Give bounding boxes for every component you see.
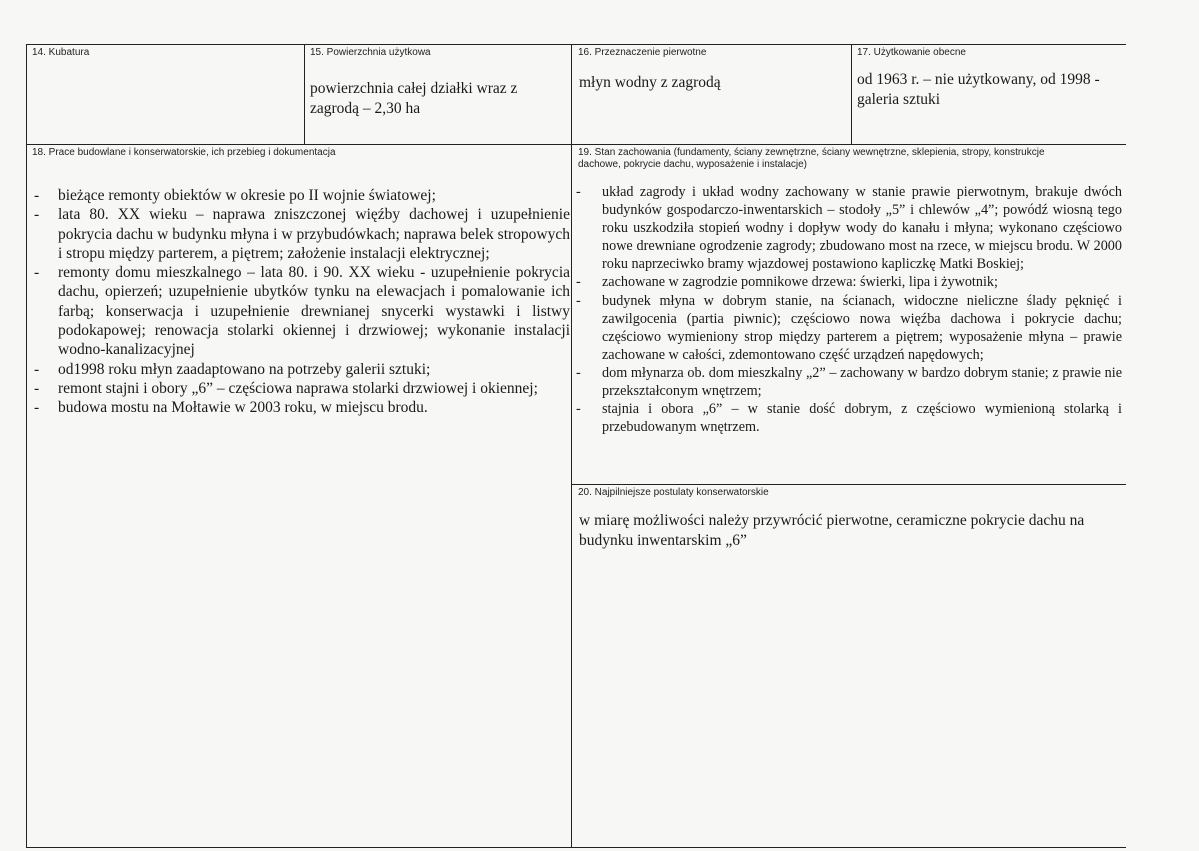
list-item: - bieżące remonty obiektów w okresie po II wojnie światowej; <box>32 186 570 205</box>
kubatura-label: 14. Kubatura <box>32 47 90 58</box>
list-item: - zachowane w zagrodzie pomnikowe drzewa: świerki, lipa i żywotnik; <box>574 273 1122 291</box>
list-item: - stajnia i obora „6” – w stanie dość dobrym, z częściowo wymienioną stolarką i przebudowanym wnętrzem. <box>574 400 1122 436</box>
rule-col-17 <box>851 44 852 145</box>
list-item: - remonty domu mieszkalnego – lata 80. i 90. XX wieku - uzupełnienie pokrycia dachu, opierzeń; uzupełnienie ubytków tynku na elewacjach i pomalowanie ich farbą; konserwacja i uzupełnienie drewnianej snycerki wystawki i listwy podokapowej; renowacja stolarki okiennej i drzwiowej; wykonanie instalacji wodno-kanalizacyjnej <box>32 263 570 359</box>
rule-sec19-bottom <box>571 484 1126 485</box>
rule-center <box>571 44 572 848</box>
postulaty-label: 20. Najpilniejsze postulaty konserwatorskie <box>578 487 769 498</box>
rule-left <box>26 44 27 848</box>
prace-budowlane-list <box>32 186 570 418</box>
list-item: - budowa mostu na Mołtawie w 2003 roku, w miejscu brodu. <box>32 398 570 417</box>
list-item: - układ zagrody i układ wodny zachowany w stanie prawie pierwotnym, brakuje dwóch budynków gospodarczo-inwentarskich – stodoły „5” i chlewów „4”; powódź wiosną tego roku uszkodziła stopień wodny i dopływ wody do kanału i młyna; wykonano częściowo nowe drewniane ogrodzenie zagrody; zbudowano most na rzece, w miejscu brodu. W 2000 roku naprzeciwko bramy wjazdowej postawiono kapliczkę Matki Boskiej; <box>574 183 1122 273</box>
postulaty-value: w miarę możliwości należy przywrócić pierwotne, ceramiczne pokrycie dachu na budynku inwentarskim „6” <box>579 512 1085 549</box>
przeznaczenie-value: młyn wodny z zagrodą <box>579 74 721 91</box>
powierzchnia-value: powierzchnia całej działki wraz z zagrodą – 2,30 ha <box>310 80 518 117</box>
list-item: - lata 80. XX wieku – naprawa zniszczonej więźby dachowej i uzupełnienie pokrycia dachu w budynku młyna i w przybudówkach; naprawa belek stropowych i stropu między parterem, a piętrem; założenie instalacji elektrycznej; <box>32 205 570 263</box>
rule-row1-bottom <box>26 144 1126 145</box>
list-item: - od1998 roku młyn zaadaptowano na potrzeby galerii sztuki; <box>32 360 570 379</box>
stan-zachowania-list <box>574 183 1122 436</box>
uzytkowanie-value: od 1963 r. – nie użytkowany, od 1998 - galeria sztuki <box>857 71 1100 108</box>
list-item: - remont stajni i obory „6” – częściowa naprawa stolarki drzwiowej i okiennej; <box>32 379 570 398</box>
przeznaczenie-label: 16. Przeznaczenie pierwotne <box>578 47 707 58</box>
list-item: - dom młynarza ob. dom mieszkalny „2” – zachowany w bardzo dobrym stanie; z prawie nie przekształconym wnętrzem; <box>574 364 1122 400</box>
stan-zachowania-label: 19. Stan zachowania (fundamenty, ściany zewnętrzne, ściany wewnętrzne, sklepienia, stropy, konstrukcje dachowe, pokrycie dachu, wyposażenie i instalacje) <box>578 147 1045 170</box>
rule-col-15 <box>304 44 305 145</box>
list-item: - budynek młyna w dobrym stanie, na ścianach, widoczne nieliczne ślady pęknięć i zawilgocenia (partia piwnic); częściowo nowa więźba dachowa i pokrycie dachu; częściowo wymieniony strop między parterem a piętrem; wyposażenie młyna – prawie zachowane w całości, zdemontowano część urządzeń napędowych; <box>574 292 1122 364</box>
uzytkowanie-label: 17. Użytkowanie obecne <box>857 47 966 58</box>
rule-top <box>26 44 1126 45</box>
prace-budowlane-label: 18. Prace budowlane i konserwatorskie, ich przebieg i dokumentacja <box>32 147 336 158</box>
powierzchnia-label: 15. Powierzchnia użytkowa <box>310 47 431 58</box>
rule-bottom <box>26 847 1126 848</box>
